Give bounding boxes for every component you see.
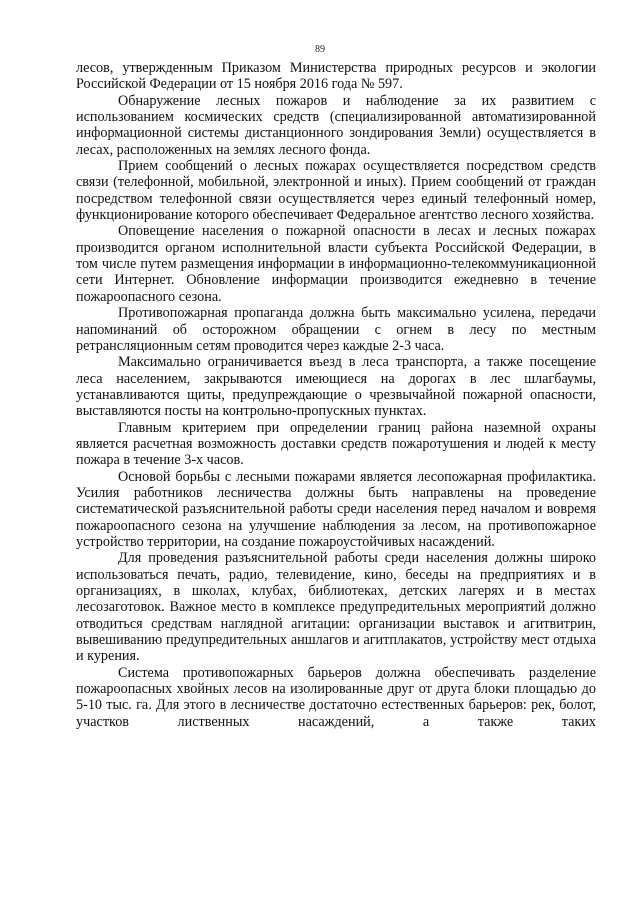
document-body xyxy=(76,60,596,730)
paragraph-fire-prevention: Основой борьбы с лесными пожарами является лесопожарная профилактика. Усилия работников лесничества должны быть направлены на проведение систематической разъяснительной работы среди населения перед началом и вовремя пожароопасного сезона на улучшение наблюдения за лесом, на противопожарное устройство территории, на создание пожароустойчивых насаждений. xyxy=(76,468,596,550)
paragraph-public-notification: Оповещение населения о пожарной опасности в лесах и лесных пожарах производится органом исполнительной власти субъекта Российской Федерации, в том числе путем размещения информации в информационно-телекоммуникационной сети Интернет. Обновление информации производится ежедневно в течение пожароопасного сезона. xyxy=(76,223,596,305)
paragraph-fire-detection: Обнаружение лесных пожаров и наблюдение за их развитием с использованием космических средств (специализированной автоматизированной информационной системы дистанционного зондирования Земли) осуществляется в лесах, расположенных на землях лесного фонда. xyxy=(76,92,596,158)
paragraph-fire-barriers: Система противопожарных барьеров должна обеспечивать разделение пожароопасных хвойных лесов на изолированные друг от друга блоки площадью до 5-10 тыс. га. Для этого в лесничестве достаточно естественных барьеров: рек, болот, участков лиственных насаждений, а также таких xyxy=(76,664,596,730)
paragraph-continuation: лесов, утвержденным Приказом Министерства природных ресурсов и экологии Российской Федерации от 15 ноября 2016 года № 597. xyxy=(76,60,596,93)
paragraph-fire-reports: Прием сообщений о лесных пожарах осуществляется посредством средств связи (телефонной, мобильной, электронной и иных). Прием сообщений от граждан посредством телефонной связи осуществляется через единый телефонный номер, функционирование которого обеспечивает Федеральное агентство лесного хозяйства. xyxy=(76,158,596,224)
paragraph-ground-protection-criterion: Главным критерием при определении границ района наземной охраны является расчетная возможность доставки средств пожаротушения и людей к месту пожара в течение 3-х часов. xyxy=(76,419,596,469)
paragraph-outreach-work: Для проведения разъяснительной работы среди населения должны широко использоваться печать, радио, телевидение, кино, беседы на предприятиях и в организациях, в школах, клубах, библиотеках, детских лагерях и в местах лесозаготовок. Важное место в комплексе предупредительных мероприятий должно отводиться средствам наглядной агитации: организации выставок и агитвитрин, вывешиванию предупредительных аншлагов и агитплакатов, устройству мест отдыха и курения. xyxy=(76,550,596,665)
page-number: 89 xyxy=(315,44,325,55)
paragraph-access-restriction: Максимально ограничивается въезд в леса транспорта, а также посещение леса населением, закрываются имеющиеся на дорогах в лес шлагбаумы, устанавливаются щиты, предупреждающие о чрезвычайной пожарной опасности, выставляются посты на контрольно-пропускных пунктах. xyxy=(76,354,596,420)
paragraph-fire-propaganda: Противопожарная пропаганда должна быть максимально усилена, передачи напоминаний об осторожном обращении с огнем в лесу по местным ретрансляционным сетям проводится через каждые 2-3 часа. xyxy=(76,305,596,354)
